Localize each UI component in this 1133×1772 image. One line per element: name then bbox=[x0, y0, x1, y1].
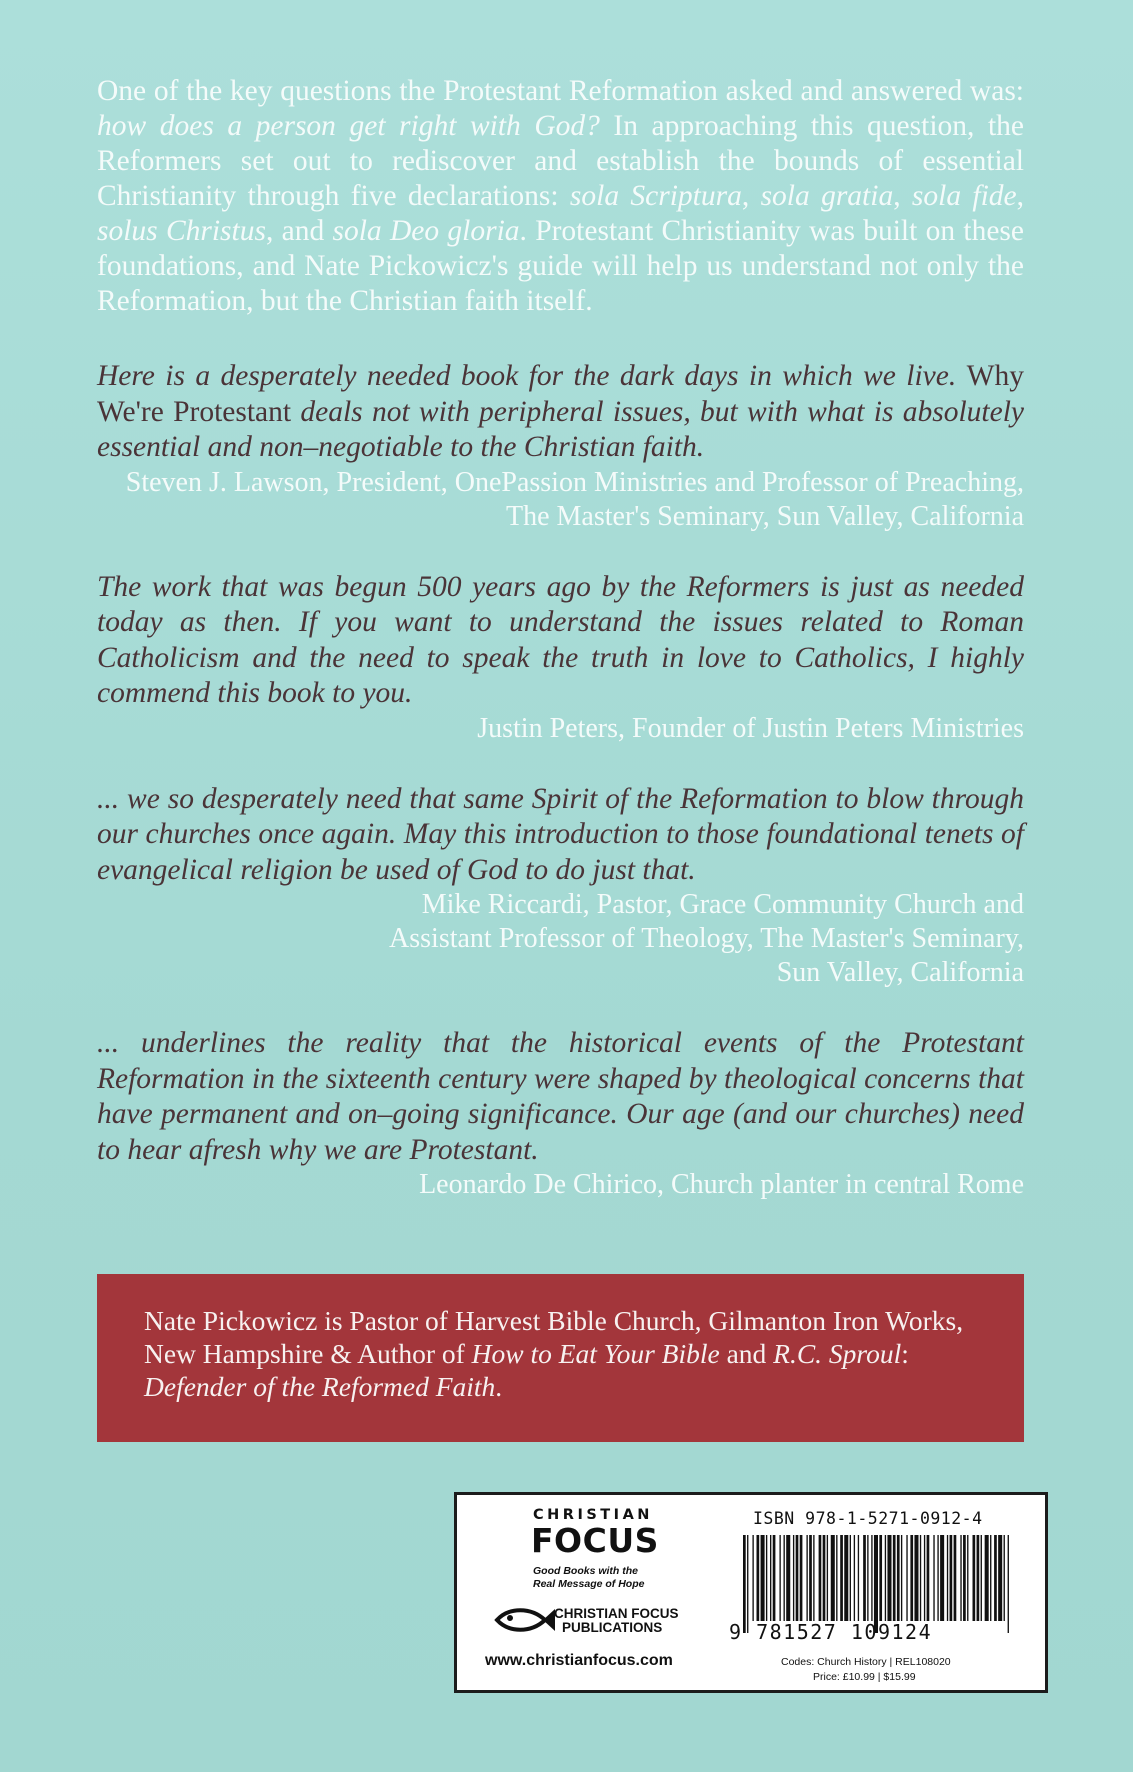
book-codes bbox=[781, 1655, 951, 1685]
barcode-bar bbox=[863, 1535, 866, 1621]
barcode-bar bbox=[910, 1535, 913, 1621]
codes-line: Codes: Church History | REL108020 bbox=[781, 1656, 951, 1668]
barcode-bar bbox=[867, 1535, 868, 1621]
barcode-bar bbox=[914, 1535, 918, 1621]
cover-text bbox=[97, 74, 1024, 1238]
publisher-christian: CHRISTIAN bbox=[533, 1507, 653, 1523]
barcode-bar bbox=[954, 1535, 957, 1621]
quote-attribution: Steven J. Lawson, President, OnePassion Ministries and Professor of Preaching, The Master's Seminary, Sun Valley, California bbox=[125, 466, 1024, 532]
intro-paragraph bbox=[97, 74, 1024, 319]
sola-deo-gloria: sola Deo gloria bbox=[332, 215, 520, 247]
publisher-tagline bbox=[533, 1565, 683, 1591]
barcode-bar bbox=[994, 1535, 997, 1621]
barcode-bar bbox=[747, 1535, 748, 1633]
barcode-bar bbox=[831, 1535, 835, 1621]
quote-attribution: Leonardo De Chirico, Church planter in central Rome bbox=[419, 1169, 1024, 1200]
barcode-bar bbox=[840, 1535, 843, 1621]
book-title: Defender of the Reformed Faith bbox=[144, 1371, 496, 1402]
barcode-bar bbox=[800, 1535, 803, 1621]
barcode-bar bbox=[963, 1535, 966, 1621]
separator: , and bbox=[265, 215, 333, 247]
author-bio bbox=[97, 1274, 1024, 1442]
barcode-bar bbox=[827, 1535, 828, 1621]
tagline-line: Good Books with the bbox=[533, 1565, 638, 1577]
barcode-bar bbox=[819, 1535, 822, 1621]
barcode-bar bbox=[937, 1535, 938, 1621]
publisher-focus: FOCUS bbox=[531, 1521, 659, 1560]
bio-text: and bbox=[719, 1338, 774, 1369]
barcode-digits: 9 781527 109124 bbox=[729, 1620, 933, 1644]
barcode-bar bbox=[874, 1535, 878, 1633]
barcode-bar bbox=[950, 1535, 953, 1621]
barcode-bar bbox=[793, 1535, 794, 1621]
separator: , bbox=[1016, 180, 1025, 212]
quote-text: ... we so desperately need that same Spirit of the Reformation to blow through our churches once again. May this introduction to those foundational tenets of evangelical religion be used of God to do just that. bbox=[97, 782, 1024, 886]
sola-scriptura: sola Scriptura bbox=[569, 180, 742, 212]
barcode-bar bbox=[1008, 1535, 1009, 1633]
endorsement-de-chirico bbox=[97, 1026, 1024, 1202]
book-title: How to Eat Your Bible bbox=[471, 1338, 720, 1369]
isbn-label: ISBN 978-1-5271-0912-4 bbox=[753, 1509, 983, 1528]
barcode-bar bbox=[933, 1535, 934, 1621]
barcode-bar bbox=[920, 1535, 921, 1621]
quote-text: ... underlines the reality that the historical events of the Protestant Reformation in the sixteenth century were shaped by theological concerns that have permanent and on–going significance. Our age (and our churches) need to hear afresh why we are Protestant. bbox=[97, 1027, 1024, 1166]
quote-attribution: Justin Peters, Founder of Justin Peters Ministries bbox=[477, 712, 1024, 744]
publisher-name bbox=[554, 1607, 704, 1635]
sola-gratia: sola gratia bbox=[760, 180, 894, 212]
barcode-bar bbox=[977, 1535, 980, 1621]
barcode-bar bbox=[927, 1535, 930, 1621]
barcode-bar bbox=[871, 1535, 872, 1621]
barcode-panel bbox=[454, 1492, 1048, 1693]
intro-text: One of the key questions the Protestant Reformation asked and answered was: bbox=[97, 75, 1024, 107]
barcode-bar bbox=[981, 1535, 982, 1621]
barcode-bar bbox=[998, 1535, 1002, 1621]
barcode-bar bbox=[887, 1535, 891, 1621]
publisher-name-line: PUBLICATIONS bbox=[562, 1620, 663, 1635]
tagline-line: Real Message of Hope bbox=[533, 1578, 645, 1590]
barcode-bar bbox=[752, 1535, 753, 1621]
publisher-url[interactable]: www.christianfocus.com bbox=[485, 1652, 673, 1669]
barcode-bar bbox=[809, 1535, 812, 1621]
barcode-bar bbox=[906, 1535, 907, 1621]
barcode-bar bbox=[901, 1535, 902, 1621]
quote-attribution-line: Assistant Professor of Theology, The Master's Seminary, bbox=[389, 923, 1024, 954]
barcode-bar bbox=[779, 1535, 780, 1621]
barcode-bar bbox=[770, 1535, 771, 1621]
intro-text: . Protestant Christianity was built on these foundations, and Nate Pickowicz's guide will help us understand not only the Reformation, but the Christian faith itself. bbox=[97, 215, 1024, 317]
barcode-bar bbox=[897, 1535, 900, 1621]
barcode-bar bbox=[796, 1535, 799, 1621]
barcode-bar bbox=[844, 1535, 848, 1621]
barcode-bar bbox=[761, 1535, 765, 1621]
separator: , bbox=[893, 180, 912, 212]
intro-text: In approaching this question, the Reformers set out to rediscover and establish the bounds of essential Christianity through five declarations: bbox=[97, 110, 1024, 212]
quote-part: Here is a desperately needed book for the dark days in which we live. bbox=[97, 360, 967, 392]
bio-text: : bbox=[901, 1338, 909, 1369]
quote-text: The work that was begun 500 years ago by the Reformers is just as needed today as then. If you want to understand the issues related to Roman Catholicism and the need to speak the truth in love to Catholics, I highly commend this book to you. bbox=[97, 570, 1024, 709]
barcode-bar bbox=[854, 1535, 855, 1621]
barcode-bar bbox=[940, 1535, 944, 1621]
sola-fide: sola fide bbox=[911, 180, 1017, 212]
barcode-bar bbox=[813, 1535, 814, 1621]
barcode-bar bbox=[1004, 1535, 1005, 1621]
barcode-bar bbox=[879, 1535, 882, 1621]
barcode-bar bbox=[947, 1535, 948, 1621]
quote-attribution-line: Mike Riccardi, Pastor, Grace Community Church and bbox=[421, 889, 1024, 920]
barcode-bar bbox=[924, 1535, 925, 1621]
quote-part: deals not with peripheral issues, but with what is absolutely essential and non–negotiable to the Christian faith. bbox=[97, 395, 1025, 463]
barcode-bar bbox=[960, 1535, 961, 1621]
barcode-bar bbox=[985, 1535, 989, 1621]
barcode-bar bbox=[773, 1535, 776, 1621]
book-title: R.C. Sproul bbox=[773, 1338, 902, 1369]
quote-attribution-line: Sun Valley, California bbox=[776, 957, 1024, 988]
barcode-bar bbox=[858, 1535, 859, 1621]
price-line: Price: £10.99 | $15.99 bbox=[813, 1671, 916, 1683]
quote-text bbox=[97, 359, 1024, 466]
barcode-bar bbox=[836, 1535, 837, 1621]
barcode-bar bbox=[786, 1535, 790, 1621]
bio-text: Nate Pickowicz is Pastor of Harvest Bible Church, Gilmanton Iron Works, New Hampshire & Author of bbox=[144, 1305, 964, 1369]
barcode-bar bbox=[850, 1535, 851, 1621]
endorsement-riccardi bbox=[97, 782, 1024, 991]
intro-question: how does a person get right with God? bbox=[97, 110, 600, 142]
barcode-bar bbox=[784, 1535, 785, 1621]
barcode-bar bbox=[885, 1535, 886, 1621]
bio-text: . bbox=[495, 1371, 503, 1402]
barcode-bar bbox=[973, 1535, 976, 1621]
barcode-bar bbox=[757, 1535, 760, 1621]
barcode-bar bbox=[766, 1535, 767, 1621]
barcode-bar bbox=[893, 1535, 896, 1621]
barcode-bar bbox=[743, 1535, 746, 1633]
solus-christus: solus Christus bbox=[97, 215, 266, 247]
barcode-bar bbox=[990, 1535, 991, 1621]
barcode-bar bbox=[967, 1535, 968, 1621]
endorsement-lawson bbox=[97, 359, 1024, 534]
publisher-name-line: CHRISTIAN FOCUS bbox=[554, 1606, 679, 1621]
endorsement-peters bbox=[97, 570, 1024, 746]
barcode-bar bbox=[806, 1535, 807, 1621]
separator: , bbox=[741, 180, 761, 212]
book-title: Why We're Protestant bbox=[97, 360, 1024, 428]
barcode-bar bbox=[823, 1535, 826, 1621]
